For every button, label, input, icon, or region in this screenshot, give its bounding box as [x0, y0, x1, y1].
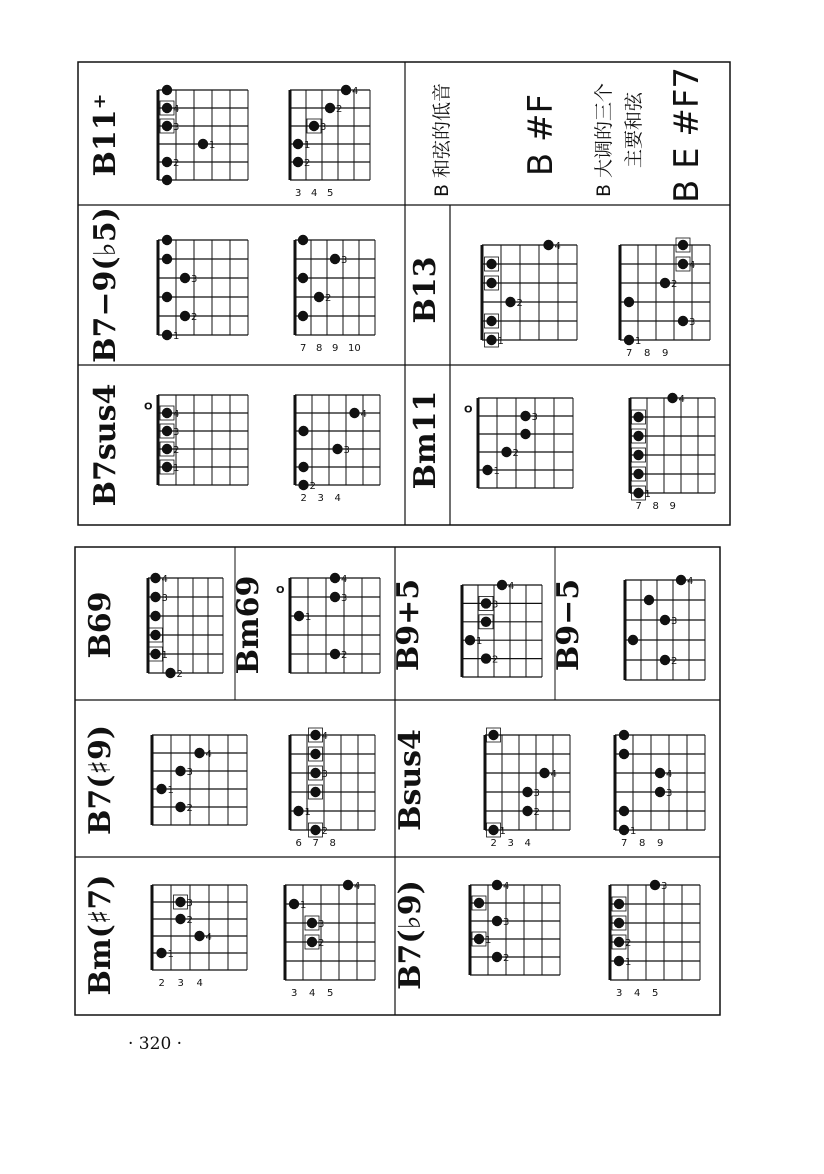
- finger-dot: [539, 768, 549, 778]
- finger-number: 3: [321, 769, 328, 780]
- finger-dot: [175, 914, 185, 924]
- finger-dot: [660, 655, 670, 665]
- fret-number-label: 2: [300, 493, 307, 504]
- finger-dot: [162, 103, 172, 113]
- finger-dot: [486, 259, 496, 269]
- finger-dot: [330, 649, 340, 659]
- finger-dot: [309, 121, 319, 131]
- finger-dot: [310, 787, 320, 797]
- finger-number: 2: [176, 669, 183, 680]
- chord-name: Bm(♯7): [83, 874, 118, 996]
- finger-dot: [501, 447, 511, 457]
- finger-number: 1: [173, 331, 180, 342]
- finger-number: 3: [318, 919, 325, 930]
- finger-number: 3: [492, 599, 499, 611]
- finger-dot: [488, 825, 498, 835]
- chord-name: B13: [408, 256, 443, 324]
- chord-diagram: [470, 880, 560, 975]
- finger-dot: [660, 615, 670, 625]
- fret-number-label: 4: [309, 988, 316, 999]
- chord-name: Bm11: [408, 390, 443, 490]
- finger-number: 1: [304, 807, 311, 818]
- finger-number: 3: [186, 898, 193, 909]
- chord-diagram: [144, 395, 248, 485]
- chord-panel-bottom: [75, 547, 720, 1015]
- finger-dot: [633, 412, 643, 422]
- finger-number: 3: [320, 122, 327, 133]
- finger-number: 2: [516, 298, 523, 309]
- finger-dot: [162, 292, 172, 302]
- finger-number: 4: [173, 409, 180, 420]
- finger-dot: [162, 426, 172, 436]
- finger-dot: [614, 937, 624, 947]
- finger-number: 1: [630, 826, 637, 837]
- chord-name: Bsus4: [393, 729, 428, 831]
- finger-dot: [343, 880, 353, 890]
- main-chords: B E #F7: [667, 66, 707, 204]
- finger-dot: [619, 806, 629, 816]
- finger-dot: [655, 787, 665, 797]
- fret-number-label: 4: [311, 188, 318, 199]
- chord-name: B69: [83, 591, 118, 659]
- fret-number-label: 10: [348, 343, 361, 354]
- finger-number: 4: [360, 409, 367, 420]
- fret-number-label: 2: [158, 978, 165, 989]
- finger-number: 1: [209, 140, 216, 151]
- chord-diagram: [630, 393, 715, 512]
- fret-number-label: 7: [621, 838, 628, 849]
- finger-dot: [330, 592, 340, 602]
- finger-number: 2: [321, 826, 328, 837]
- fret-number-label: 3: [616, 988, 623, 999]
- finger-dot: [497, 580, 507, 590]
- finger-dot: [175, 802, 185, 812]
- finger-number: 1: [499, 826, 506, 837]
- finger-dot: [298, 273, 308, 283]
- finger-dot: [162, 175, 172, 185]
- finger-dot: [614, 899, 624, 909]
- finger-number: 3: [173, 122, 180, 133]
- fret-number-label: 4: [524, 838, 531, 849]
- finger-dot: [165, 668, 175, 678]
- finger-dot: [474, 898, 484, 908]
- finger-number: 3: [191, 274, 198, 285]
- finger-number: 4: [205, 932, 212, 943]
- finger-number: 2: [186, 803, 193, 814]
- finger-dot: [162, 157, 172, 167]
- chord-diagram: [462, 580, 542, 677]
- finger-dot: [678, 259, 688, 269]
- finger-dot: [293, 806, 303, 816]
- finger-dot: [162, 85, 172, 95]
- finger-dot: [150, 573, 160, 583]
- finger-dot: [156, 948, 166, 958]
- finger-number: 3: [531, 412, 538, 423]
- chord-diagram: [615, 730, 705, 849]
- finger-dot: [619, 730, 629, 740]
- finger-dot: [293, 139, 303, 149]
- finger-number: 3: [173, 427, 180, 438]
- finger-dot: [150, 611, 160, 621]
- finger-number: 1: [300, 900, 307, 911]
- finger-number: 1: [173, 463, 180, 474]
- finger-number: 1: [167, 785, 174, 796]
- finger-dot: [349, 408, 359, 418]
- finger-dot: [298, 462, 308, 472]
- finger-dot: [492, 880, 502, 890]
- finger-number: 1: [161, 650, 168, 661]
- finger-dot: [198, 139, 208, 149]
- finger-number: 2: [173, 445, 180, 456]
- open-string-marker: O: [144, 401, 153, 413]
- fret-number-label: 7: [300, 343, 307, 354]
- finger-number: 3: [503, 917, 510, 928]
- finger-number: 2: [625, 938, 632, 949]
- chord-name: B7−9(♭5): [88, 207, 123, 363]
- finger-number: 1: [497, 336, 504, 347]
- finger-dot: [614, 918, 624, 928]
- fret-number-label: 8: [639, 838, 646, 849]
- finger-number: 4: [352, 86, 359, 97]
- chord-diagram: [620, 238, 710, 359]
- fret-number-label: 3: [317, 493, 324, 504]
- chord-name: Bm69: [231, 575, 266, 675]
- chord-name: B7(♭9): [393, 880, 428, 990]
- fret-number-label: 3: [291, 988, 298, 999]
- finger-dot: [310, 749, 320, 759]
- finger-dot: [162, 254, 172, 264]
- finger-number: 2: [671, 656, 678, 667]
- finger-number: 1: [644, 489, 651, 500]
- chord-diagram: [610, 880, 700, 999]
- finger-dot: [486, 316, 496, 326]
- finger-dot: [162, 235, 172, 245]
- open-string-marker: O: [276, 585, 285, 597]
- chord-diagram: [295, 235, 375, 354]
- main-chords-heading-2: 主要和弦: [623, 91, 645, 169]
- finger-number: 2: [173, 158, 180, 169]
- finger-number: 2: [309, 481, 316, 492]
- fret-number-label: 3: [295, 188, 302, 199]
- finger-dot: [614, 956, 624, 966]
- finger-number: 1: [493, 466, 500, 477]
- finger-number: 2: [533, 807, 540, 818]
- finger-number: 4: [161, 574, 168, 585]
- finger-dot: [325, 103, 335, 113]
- finger-dot: [307, 918, 317, 928]
- fret-number-label: 9: [657, 838, 664, 849]
- finger-dot: [488, 730, 498, 740]
- finger-dot: [180, 273, 190, 283]
- finger-dot: [332, 444, 342, 454]
- fret-number-label: 2: [490, 838, 497, 849]
- finger-dot: [474, 934, 484, 944]
- finger-number: 1: [635, 336, 642, 347]
- chord-panel-top: [78, 62, 730, 525]
- finger-number: 3: [533, 788, 540, 799]
- finger-dot: [619, 749, 629, 759]
- open-string-marker: O: [464, 404, 473, 416]
- chord-diagram: [148, 573, 223, 680]
- finger-number: 3: [161, 593, 168, 604]
- fret-number-label: 9: [332, 343, 339, 354]
- page-number: · 320 ·: [128, 1034, 183, 1054]
- finger-number: 1: [625, 957, 632, 968]
- finger-dot: [543, 240, 553, 250]
- fret-number-label: 4: [196, 978, 203, 989]
- fret-number-label: 4: [634, 988, 641, 999]
- chord-diagram: [464, 398, 573, 488]
- finger-dot: [294, 611, 304, 621]
- finger-dot: [482, 465, 492, 475]
- fret-number-label: 7: [626, 348, 633, 359]
- fret-number-label: 8: [329, 838, 336, 849]
- finger-dot: [175, 897, 185, 907]
- fret-number-label: 9: [662, 348, 669, 359]
- finger-dot: [298, 235, 308, 245]
- finger-number: 2: [191, 312, 198, 323]
- finger-dot: [633, 431, 643, 441]
- finger-number: 2: [304, 158, 311, 169]
- finger-number: 4: [687, 576, 694, 587]
- finger-number: 3: [666, 788, 673, 799]
- finger-dot: [150, 630, 160, 640]
- finger-number: 3: [341, 255, 348, 266]
- finger-dot: [310, 825, 320, 835]
- finger-dot: [180, 311, 190, 321]
- finger-dot: [298, 426, 308, 436]
- main-chords-heading: B 大调的三个: [593, 82, 615, 198]
- bass-notes: B #F: [521, 93, 561, 177]
- finger-dot: [341, 85, 351, 95]
- finger-dot: [150, 592, 160, 602]
- finger-number: 2: [503, 953, 510, 964]
- finger-dot: [162, 444, 172, 454]
- finger-dot: [678, 240, 688, 250]
- finger-number: 2: [336, 104, 343, 115]
- finger-dot: [314, 292, 324, 302]
- finger-dot: [492, 916, 502, 926]
- fret-number-label: 8: [644, 348, 651, 359]
- finger-number: 4: [666, 769, 673, 780]
- finger-dot: [293, 157, 303, 167]
- finger-number: 1: [485, 935, 492, 946]
- finger-dot: [667, 393, 677, 403]
- finger-dot: [481, 598, 491, 608]
- finger-dot: [624, 335, 634, 345]
- finger-dot: [619, 825, 629, 835]
- finger-number: 1: [476, 636, 483, 648]
- fret-number-label: 6: [295, 838, 302, 849]
- finger-number: 4: [678, 394, 685, 405]
- finger-dot: [633, 488, 643, 498]
- fret-number-label: 7: [312, 838, 319, 849]
- finger-number: 4: [503, 881, 510, 892]
- finger-dot: [162, 330, 172, 340]
- fret-number-label: 5: [652, 988, 659, 999]
- finger-number: 4: [341, 574, 348, 585]
- finger-number: 2: [671, 279, 678, 290]
- chord-diagram: [295, 395, 380, 504]
- finger-dot: [162, 462, 172, 472]
- finger-number: 2: [325, 293, 332, 304]
- finger-dot: [520, 411, 530, 421]
- chord-diagram: [625, 575, 705, 680]
- finger-number: 1: [304, 140, 311, 151]
- fret-number-label: 5: [327, 188, 334, 199]
- finger-dot: [486, 335, 496, 345]
- finger-number: 4: [354, 881, 361, 892]
- finger-dot: [628, 635, 638, 645]
- finger-dot: [194, 748, 204, 758]
- fret-number-label: 3: [507, 838, 514, 849]
- finger-dot: [194, 931, 204, 941]
- chord-diagram: [158, 235, 248, 342]
- chord-name: B11⁺: [88, 93, 123, 177]
- finger-dot: [505, 297, 515, 307]
- chord-diagram: [158, 85, 248, 185]
- finger-dot: [520, 429, 530, 439]
- finger-dot: [465, 635, 475, 645]
- finger-number: 4: [508, 581, 515, 592]
- fret-number-label: 9: [669, 501, 676, 512]
- finger-number: 4: [554, 241, 561, 252]
- finger-number: 2: [512, 448, 519, 459]
- finger-dot: [633, 450, 643, 460]
- finger-dot: [289, 899, 299, 909]
- finger-dot: [156, 784, 166, 794]
- finger-number: 1: [305, 612, 312, 623]
- finger-dot: [655, 768, 665, 778]
- finger-number: 2: [341, 650, 348, 661]
- finger-dot: [175, 766, 185, 776]
- finger-number: 2: [186, 915, 193, 926]
- finger-dot: [330, 573, 340, 583]
- chord-name: B9+5: [391, 578, 426, 672]
- fret-number-label: 3: [177, 978, 184, 989]
- finger-dot: [492, 952, 502, 962]
- finger-dot: [310, 730, 320, 740]
- finger-dot: [298, 311, 308, 321]
- fret-number-label: 8: [652, 501, 659, 512]
- finger-dot: [633, 469, 643, 479]
- finger-number: 3: [186, 767, 193, 778]
- chord-diagram: [285, 880, 375, 999]
- finger-number: 3: [671, 616, 678, 627]
- finger-number: 3: [341, 593, 348, 604]
- finger-dot: [481, 653, 491, 663]
- chord-diagram: [482, 240, 577, 347]
- finger-dot: [307, 937, 317, 947]
- finger-dot: [330, 254, 340, 264]
- chord-diagram: [290, 85, 370, 199]
- finger-dot: [624, 297, 634, 307]
- fret-number-label: 8: [316, 343, 323, 354]
- finger-dot: [481, 617, 491, 627]
- finger-dot: [678, 316, 688, 326]
- chord-name: B7sus4: [88, 383, 123, 507]
- finger-dot: [150, 649, 160, 659]
- finger-number: 4: [205, 749, 212, 760]
- bass-note-heading: B 和弦的低音: [431, 82, 453, 198]
- finger-number: 2: [318, 938, 325, 949]
- fret-number-label: 7: [635, 501, 642, 512]
- chord-name: B7(♯9): [83, 724, 118, 836]
- fret-number-label: 4: [334, 493, 341, 504]
- finger-dot: [162, 408, 172, 418]
- finger-number: 1: [167, 949, 174, 960]
- chord-name: B9−5: [551, 578, 586, 672]
- finger-number: 4: [689, 260, 696, 271]
- finger-dot: [650, 880, 660, 890]
- finger-dot: [310, 768, 320, 778]
- finger-dot: [486, 278, 496, 288]
- finger-dot: [676, 575, 686, 585]
- chord-diagram: [276, 573, 380, 673]
- chord-diagram: [290, 728, 375, 849]
- finger-number: 3: [661, 881, 668, 892]
- finger-number: 4: [550, 769, 557, 780]
- finger-dot: [660, 278, 670, 288]
- finger-dot: [522, 806, 532, 816]
- chord-diagram: [485, 728, 570, 849]
- finger-dot: [522, 787, 532, 797]
- chord-diagram: [152, 735, 247, 825]
- finger-dot: [644, 595, 654, 605]
- finger-number: 3: [343, 445, 350, 456]
- finger-dot: [298, 480, 308, 490]
- finger-number: 4: [173, 104, 180, 115]
- finger-number: 4: [321, 731, 328, 742]
- chord-diagram: [152, 885, 247, 989]
- fret-number-label: 5: [327, 988, 334, 999]
- finger-number: 2: [492, 654, 499, 666]
- finger-dot: [162, 121, 172, 131]
- finger-number: 3: [689, 317, 696, 328]
